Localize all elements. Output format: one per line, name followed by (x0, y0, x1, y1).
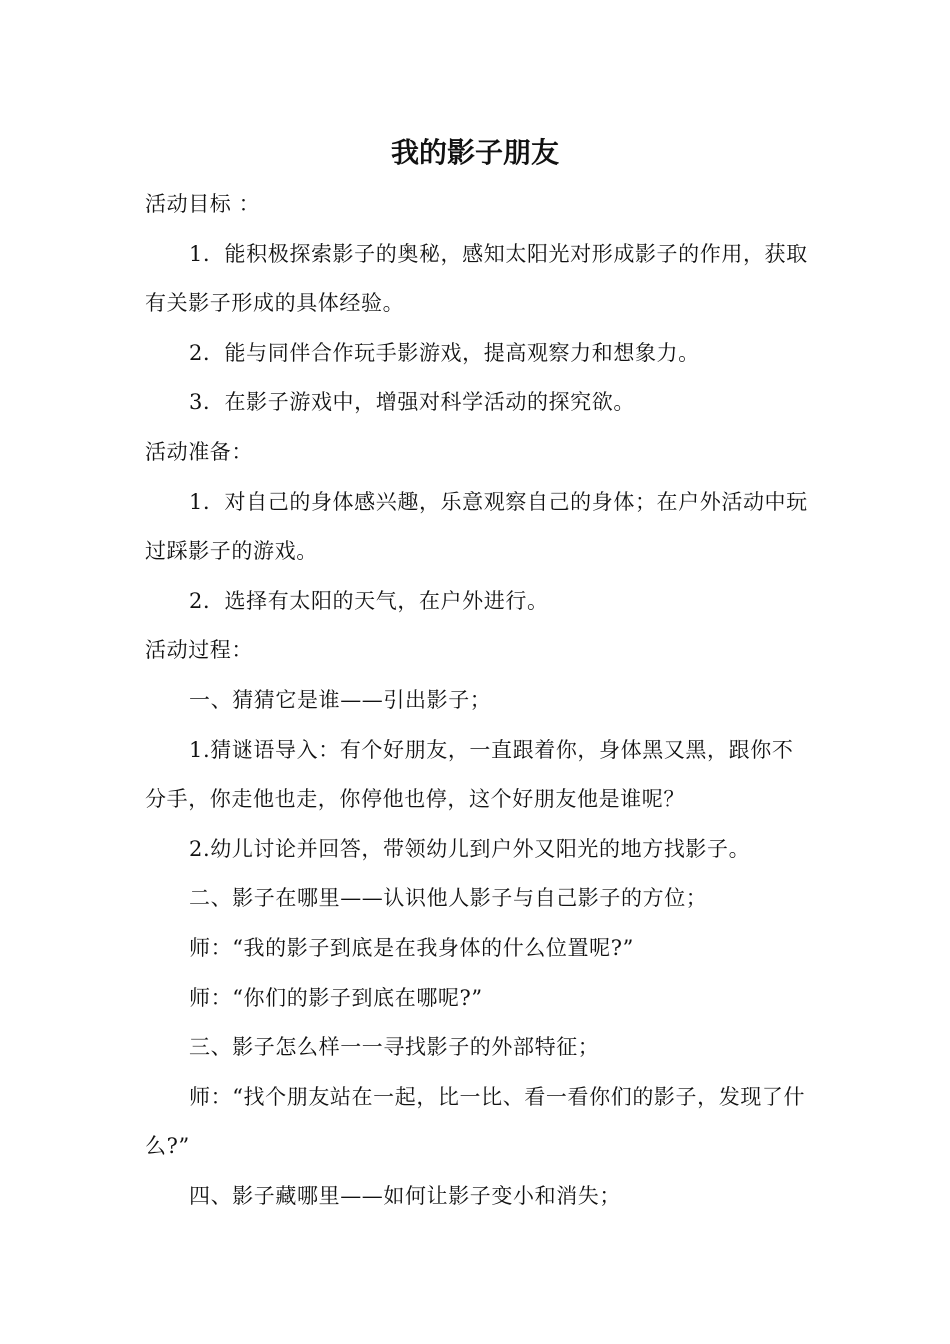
page-title: 我的影子朋友 (390, 136, 559, 169)
body-paragraph: 师：“找个朋友站在一起，比一比、看一看你们的影子，发现了什么?” (145, 1084, 806, 1159)
body-paragraph: 1．能积极探索影子的奥秘，感知太阳光对形成影子的作用，获取有关影子形成的具体经验。 (145, 241, 808, 316)
body-paragraph: 2．能与同伴合作玩手影游戏，提高观察力和想象力。 (189, 340, 700, 365)
body-paragraph: 2．选择有太阳的天气，在户外进行。 (189, 588, 549, 613)
body-paragraph: 一、猜猜它是谁——引出影子； (189, 687, 492, 712)
body-paragraph: 师：“我的影子到底是在我身体的什么位置呢?” (189, 935, 634, 960)
document-body (145, 180, 810, 1221)
body-paragraph: 1．对自己的身体感兴趣，乐意观察自己的身体；在户外活动中玩过踩影子的游戏。 (145, 489, 808, 564)
body-paragraph: 3．在影子游戏中，增强对科学活动的探究欲。 (189, 390, 635, 415)
section-heading: 活动准备： (145, 439, 253, 464)
section-heading: 活动目标 ： (145, 192, 261, 216)
body-paragraph: 三、影子怎么样一一寻找影子的外部特征； (189, 1035, 600, 1060)
body-paragraph: 2.幼儿讨论并回答，带领幼儿到户外又阳光的地方找影子。 (189, 836, 751, 861)
body-paragraph: 二、影子在哪里——认识他人影子与自己影子的方位； (189, 886, 708, 911)
body-paragraph: 四、影子藏哪里——如何让影子变小和消失； (189, 1183, 621, 1208)
body-paragraph: 师：“你们的影子到底在哪呢?” (189, 985, 483, 1010)
body-paragraph: 1.猜谜语导入：有个好朋友，一直跟着你，身体黑又黑，跟你不分手，你走他也走，你停他也停，这个好朋友他是谁呢？ (145, 737, 794, 812)
section-heading: 活动过程： (145, 638, 253, 663)
